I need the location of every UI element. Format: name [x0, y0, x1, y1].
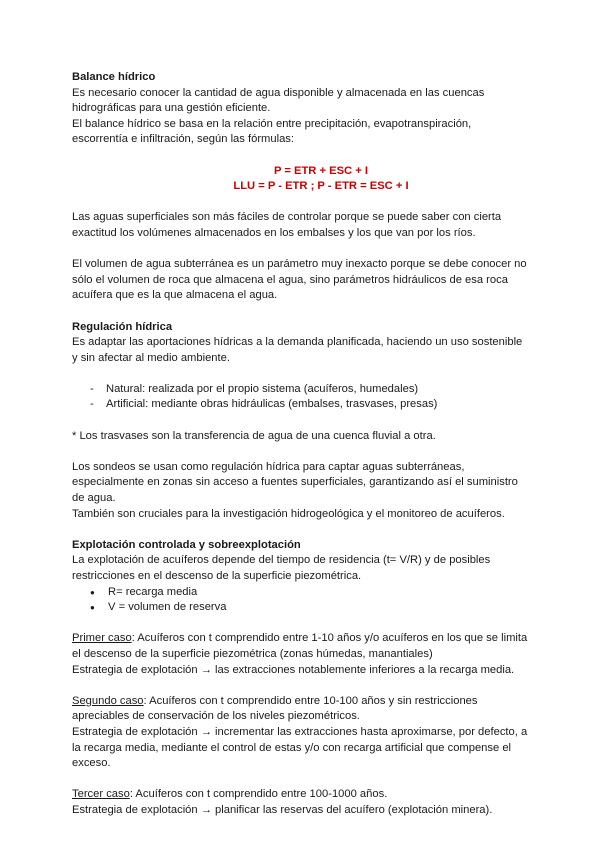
- formulas-block: [112, 164, 530, 195]
- case-1: [72, 631, 530, 662]
- case-2-strategy: Estrategia de explotación → incrementar las extracciones hasta aproximarse, por defecto, a la recarga media, mediante el control de estas y/o con recarga artificial que compense el exceso.: [72, 725, 528, 770]
- trasvases-note: * Los trasvases son la transferencia de agua de una cuenca fluvial a otra.: [72, 429, 436, 442]
- heading-balance: Balance hídrico: [72, 71, 156, 83]
- case-3: [72, 787, 530, 803]
- regulacion-list: [72, 382, 530, 413]
- balance-paragraph-2: El balance hídrico se basa en la relación entre precipitación, evapotranspiración, escorrentía e infiltración, según las fórmulas:: [72, 117, 472, 146]
- case-2: [72, 694, 530, 725]
- list-item: ● V = volumen de reserva: [72, 600, 530, 616]
- balance-paragraph-1: Es necesario conocer la cantidad de agua disponible y almacenada en las cuencas hidrográficas para una gestión eficiente.: [72, 86, 485, 115]
- regulacion-paragraph-3: También son cruciales para la investigación hidrogeológica y el monitoreo de acuíferos.: [72, 507, 505, 520]
- case-1-text: : Acuíferos con t comprendido entre 1-10 años y/o acuíferos en los que se limita el descenso de la superficie piezométrica (zonas húmedas, manantiales): [72, 632, 528, 660]
- balance-paragraph-4: El volumen de agua subterránea es un parámetro muy inexacto porque se debe conocer no sólo el volumen de roca que almacena el agua, sino parámetros hidráulicos de esa roca acuífera que es la que almacena el agua.: [72, 258, 527, 302]
- list-item: - Artificial: mediante obras hidráulicas (embalses, trasvases, presas): [72, 397, 530, 413]
- explotacion-paragraph-1: La explotación de acuíferos depende del tiempo de residencia (t= V/R) y de posibles restricciones en el descenso de la superficie piezométrica.: [72, 554, 491, 582]
- case-3-label: Tercer caso: [72, 788, 130, 801]
- balance-paragraph-3: Las aguas superficiales son más fáciles de controlar porque se puede saber con cierta exactitud los volúmenes almacenados en los embalses y los que van por los ríos.: [72, 211, 502, 239]
- formula-2: LLU = P - ETR ; P - ETR = ESC + I: [233, 180, 409, 193]
- case-1-strategy: Estrategia de explotación → las extracciones notablemente inferiores a la recarga media.: [72, 663, 515, 676]
- document-page: [72, 70, 530, 819]
- list-item: ● R= recarga media: [72, 585, 530, 601]
- regulacion-paragraph-1: Es adaptar las aportaciones hídricas a la demanda planificada, haciendo un uso sostenible y sin afectar al medio ambiente.: [72, 336, 523, 364]
- case-2-label: Segundo caso: [72, 694, 144, 707]
- case-2-text: : Acuíferos con t comprendido entre 10-100 años y sin restricciones apreciables de conservación de los niveles piezométricos.: [72, 694, 478, 723]
- regulacion-paragraph-2: Los sondeos se usan como regulación hídrica para captar aguas subterráneas, especialmente en zonas sin acceso a fuentes superficiales, garantizando así el suministro de agua.: [72, 460, 518, 505]
- formula-1: P = ETR + ESC + I: [274, 164, 368, 177]
- case-3-text: : Acuíferos con t comprendido entre 100-1000 años.: [129, 788, 388, 801]
- case-1-label: Primer caso: [72, 632, 132, 645]
- case-3-strategy: Estrategia de explotación → planificar las reservas del acuífero (explotación minera).: [72, 803, 493, 816]
- list-item: - Natural: realizada por el propio sistema (acuíferos, humedales): [72, 382, 530, 398]
- heading-explotacion: Explotación controlada y sobreexplotación: [72, 538, 301, 551]
- explotacion-bullets: [72, 585, 530, 616]
- heading-regulacion: Regulación hídrica: [72, 320, 173, 333]
